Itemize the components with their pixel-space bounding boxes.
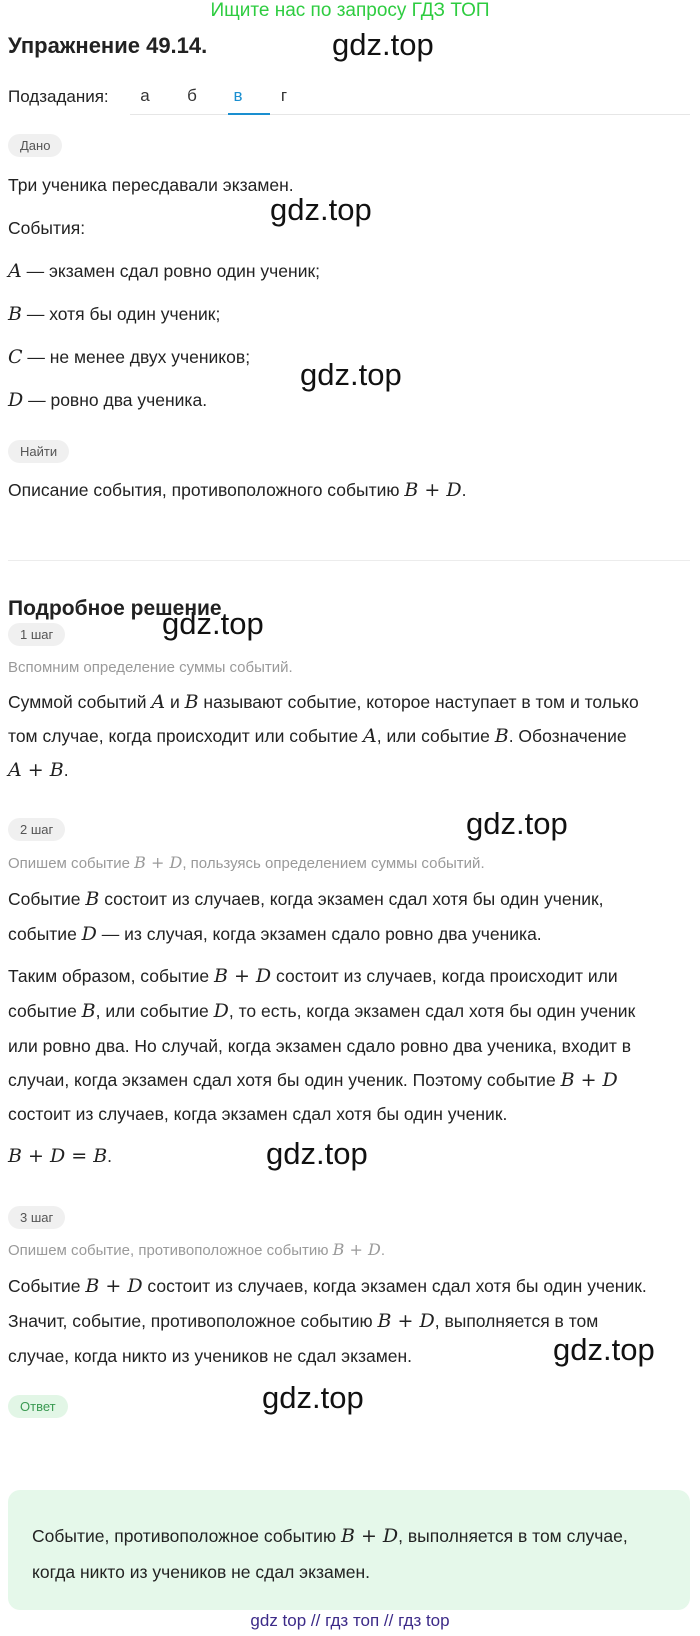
math-var: A [8,260,22,282]
math-var: D [213,1000,229,1022]
text: , выполняется в том случае, [398,1526,628,1546]
event-c [8,339,688,375]
section-divider [8,560,690,561]
math-expr: B + D [85,1275,143,1297]
footer-links[interactable]: gdz top // гдз топ // гдз top [250,1611,450,1630]
step3-line2 [8,1303,688,1339]
watermark: gdz.top [332,27,434,62]
math-expr: B + D [560,1069,618,1091]
math-var: A [362,725,377,747]
text: . Обозначение [508,726,627,746]
watermark: gdz.top [466,806,568,841]
punct: . [63,760,69,780]
text: — из случая, когда экзамен сдало ровно два ученика. [96,924,542,944]
step2-line2 [8,916,688,952]
text: Событие [8,1276,86,1296]
punct: . [107,1146,113,1166]
math-var: D [8,389,24,411]
punct: . [461,480,467,500]
watermark: gdz.top [162,606,264,641]
math-expr: B + D [134,853,183,872]
event-b [8,296,688,332]
given-badge: Дано [8,134,62,157]
answer-badge-wrap [8,1395,68,1418]
find-badge: Найти [8,440,69,463]
math-expr: B + D [332,1240,381,1259]
find-text [8,472,688,508]
step1-badge: 1 шаг [8,623,65,646]
math-var: B [494,725,509,747]
text: Событие, противоположное событию [32,1526,341,1546]
math-expr: B + D [340,1525,399,1547]
text: состоит из случаев, когда экзамен сдал хотя бы один ученик, [99,889,604,909]
step2-line3 [8,958,688,994]
active-tab-indicator [228,113,270,115]
text: , выполняется в том [434,1311,599,1331]
math-expr: B + D [404,479,462,501]
step2-line4 [8,993,688,1029]
step2-line7: состоит из случаев, когда экзамен сдал хотя бы один ученик. [8,1104,508,1124]
watermark: gdz.top [553,1332,655,1367]
event-text: — ровно два ученика. [23,390,208,410]
math-expr: B + D [377,1310,435,1332]
math-var: B [8,303,22,325]
find-badge-wrap [8,440,69,463]
text: и [165,692,185,712]
event-a [8,253,688,289]
events-label: События: [8,218,86,238]
step2-hint [8,853,485,872]
exercise-title: Упражнение 49.14. [8,33,208,58]
event-d [8,382,688,418]
text: Суммой событий [8,692,152,712]
step2-badge-wrap [8,818,65,841]
text: Значит, событие, противоположное событию [8,1311,378,1331]
step1-badge-wrap [8,623,65,646]
step3-hint [8,1240,385,1259]
answer-line1 [32,1518,672,1554]
subtasks-label: Подзадания: [8,87,109,106]
watermark: gdz.top [300,357,402,392]
step1-hint: Вспомним определение суммы событий. [8,659,293,676]
text: случаи, когда экзамен сдал хотя бы один ученик. Поэтому событие [8,1070,561,1090]
text: состоит из случаев, когда происходит или [271,966,618,986]
find-text-body: Описание события, противоположного событию [8,480,405,500]
given-badge-wrap [8,134,62,157]
event-text: — экзамен сдал ровно один ученик; [21,261,320,281]
tab-g[interactable]: г [280,86,288,105]
text: событие [8,924,82,944]
step3-line3: случае, когда никто из учеников не сдал экзамен. [8,1346,413,1366]
math-var: A [151,691,166,713]
step2-formula [8,1138,688,1174]
text: Событие [8,889,86,909]
event-text: — хотя бы один ученик; [21,304,221,324]
tab-a[interactable]: а [140,86,150,105]
text: Таким образом, событие [8,966,214,986]
math-var: B [81,1000,96,1022]
step1-line2 [8,718,688,754]
text: называют событие, которое наступает в том и только [198,692,639,712]
answer-text [32,1518,672,1590]
watermark: gdz.top [270,192,372,227]
step3-line1 [8,1268,688,1304]
tab-b[interactable]: б [187,86,197,105]
math-var: D [81,923,97,945]
text: состоит из случаев, когда экзамен сдал хотя бы один ученик. [142,1276,647,1296]
step2-line5: или ровно два. Но случай, когда экзамен сдало ровно два ученика, входит в [8,1036,632,1056]
text: , пользуясь определением суммы событий. [182,855,485,872]
math-expr: B + D [213,965,272,987]
text: , или событие [95,1001,214,1021]
top-banner[interactable]: Ищите нас по запросу ГДЗ ТОП [210,0,490,21]
step1-line1 [8,684,688,720]
watermark: gdz.top [266,1136,368,1171]
text: событие [8,1001,82,1021]
solution-heading: Подробное решение [8,597,222,620]
step3-badge-wrap [8,1206,65,1229]
event-text: — не менее двух учеников; [22,347,251,367]
text: . [380,1242,385,1259]
math-var: B [184,691,199,713]
math-var: B [85,888,100,910]
step2-line1 [8,881,688,917]
math-var: C [8,346,23,368]
step2-badge: 2 шаг [8,818,65,841]
step1-line3 [8,752,688,788]
watermark: gdz.top [262,1380,364,1415]
math-expr: A + B [8,759,64,781]
step3-badge: 3 шаг [8,1206,65,1229]
step2-line6 [8,1062,688,1098]
text: , то есть, когда экзамен сдал хотя бы один ученик [228,1001,636,1021]
text: Опишем событие [8,855,135,872]
subtask-tabs [130,73,690,115]
answer-badge: Ответ [8,1395,68,1418]
answer-line2: когда никто из учеников не сдал экзамен. [32,1562,370,1582]
text: том случае, когда происходит или событие [8,726,363,746]
text: , или событие [376,726,495,746]
math-formula: B + D = B [8,1145,108,1167]
given-intro: Три ученика пересдавали экзамен. [8,175,294,195]
text: Опишем событие, противоположное событию [8,1242,333,1259]
tab-v[interactable]: в [233,86,243,105]
